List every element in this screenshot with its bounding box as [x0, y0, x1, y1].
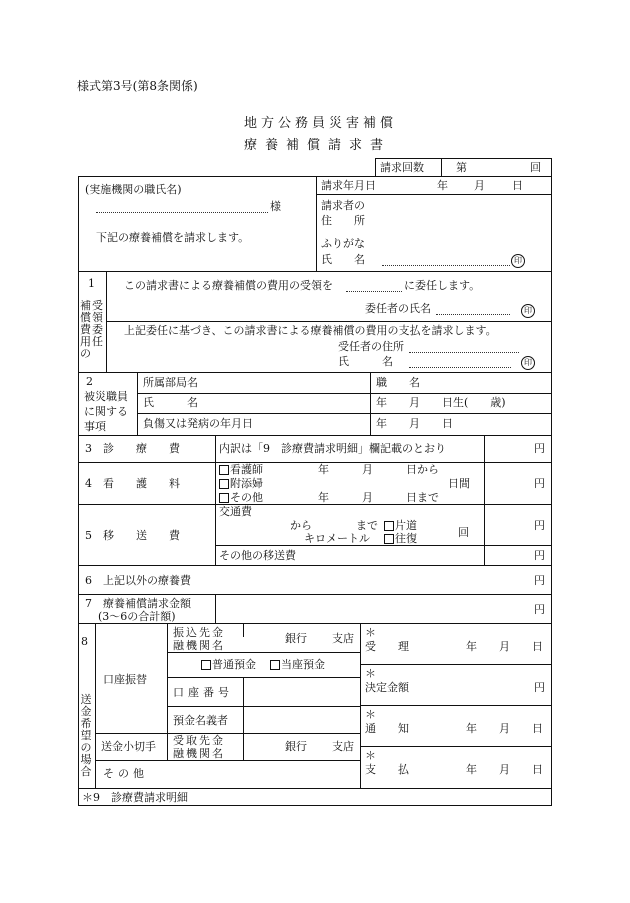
claimant-name-line[interactable] — [382, 265, 510, 266]
decision-yen: 円 — [534, 681, 545, 694]
sec2-label-2: に関する — [84, 405, 128, 418]
delegator-name-label: 委任者の氏名 — [365, 302, 431, 315]
sec2-label-3: 事項 — [84, 420, 106, 433]
claim-date-year: 年 — [437, 179, 448, 192]
payment-date: 年 月 日 — [466, 763, 543, 776]
other-nursing-checkbox[interactable] — [219, 493, 229, 503]
recv-branch-label: 支店 — [332, 740, 354, 753]
claim-count-label: 請求回数 — [380, 161, 424, 174]
sec6-label: 6 上記以外の療養費 — [85, 574, 191, 587]
remittance-check-label: 送金小切手 — [101, 740, 156, 753]
sec3-content: 内訳は「9 診療費請求明細」欄記載のとおり — [219, 442, 446, 455]
nursing-days: 日間 — [448, 477, 470, 490]
bank-dest-label-1: 振込先金 — [173, 626, 225, 639]
claim-date-month: 月 — [474, 179, 485, 192]
sec3-yen: 円 — [534, 442, 545, 455]
receipt-date: 年 月 日 — [466, 640, 543, 653]
payment-star: ＊ — [365, 749, 376, 762]
claim-date-label: 請求年月日 — [321, 179, 376, 192]
form-title-line2: 療養補償請求書 — [244, 138, 392, 153]
recv-dest-label-1: 受取先金 — [173, 734, 225, 747]
agency-label: (実施機関の職氏名) — [85, 183, 182, 196]
birth-date-label: 年 月 日生( 歳) — [376, 396, 506, 409]
receipt-label: 受 理 — [365, 640, 409, 653]
dept-label: 所属部局名 — [143, 376, 198, 389]
sec4-yen: 円 — [534, 477, 545, 490]
sec3-label: 3 診 療 費 — [85, 442, 180, 455]
recv-dest-label-2: 融機関名 — [173, 747, 225, 760]
sec7-yen: 円 — [534, 603, 545, 616]
sec5-yen-transport: 円 — [534, 519, 545, 532]
account-holder-label: 預金名義者 — [173, 714, 228, 727]
current-deposit-label: 当座預金 — [281, 658, 325, 671]
account-transfer-label: 口座振替 — [103, 673, 147, 686]
delegator-seal-icon: 印 — [521, 304, 535, 318]
account-number-label: 口座番号 — [173, 686, 233, 699]
form-title-line1: 地方公務員災害補償 — [244, 116, 398, 131]
claim-count-kai: 回 — [530, 161, 541, 174]
bank-label: 銀行 — [285, 632, 307, 645]
sec2-number: 2 — [86, 375, 93, 388]
decision-amount-label: 決定金額 — [365, 681, 409, 694]
decision-star: ＊ — [365, 667, 376, 680]
nurse-checkbox[interactable] — [219, 465, 229, 475]
receiver-address-line[interactable] — [409, 352, 519, 353]
sama-label: 様 — [270, 200, 281, 213]
sec2-label-1: 被災職員 — [84, 390, 128, 403]
round-trip-checkbox[interactable] — [384, 534, 394, 544]
notice-label: 通 知 — [365, 722, 409, 735]
nurse-label: 看護師 — [230, 463, 263, 476]
sec1-line2: 上記委任に基づき、この請求書による療養補償の費用の支払を請求します。 — [124, 324, 497, 337]
ordinary-deposit-label: 普通預金 — [212, 658, 256, 671]
ordinary-deposit-checkbox[interactable] — [201, 660, 211, 670]
sec9-label: ＊9 診療費請求明細 — [82, 791, 188, 804]
sec4-label: 4 看 護 料 — [85, 477, 180, 490]
sec1-vertical-label-b: 受 領 委 任 — [92, 299, 103, 348]
notice-star: ＊ — [365, 708, 376, 721]
sec1-number: 1 — [88, 277, 95, 290]
sec5-label: 5 移 送 費 — [85, 529, 180, 542]
one-way-checkbox[interactable] — [384, 521, 394, 531]
receiver-name-line[interactable] — [409, 367, 511, 368]
claimant-seal-icon: 印 — [511, 254, 525, 268]
receipt-star: ＊ — [365, 626, 376, 639]
transport-from-to: から まで — [290, 519, 378, 532]
sec7-label-2: (3～6の合計額) — [98, 610, 176, 623]
transport-km: キロメートル — [304, 532, 370, 545]
sec6-yen: 円 — [534, 574, 545, 587]
request-text: 下記の療養補償を請求します。 — [96, 231, 250, 244]
payment-label: 支 払 — [365, 763, 409, 776]
injury-date-label: 負傷又は発病の年月日 — [143, 417, 253, 430]
post-label: 職 名 — [376, 376, 420, 389]
agency-name-line[interactable] — [96, 212, 268, 213]
recv-bank-label: 銀行 — [285, 740, 307, 753]
other-method-label: その他 — [103, 767, 148, 780]
furigana-label: ふりがな — [321, 237, 365, 250]
sec7-label-1: 7 療養補償請求金額 — [85, 597, 191, 610]
current-deposit-checkbox[interactable] — [270, 660, 280, 670]
claim-date-day: 日 — [512, 179, 523, 192]
claimant-address-label-1: 請求者の — [321, 199, 365, 212]
form-number: 様式第3号(第8条関係) — [77, 79, 198, 93]
employee-name-label: 氏 名 — [143, 396, 198, 409]
nursing-from-date: 年 月 日から — [318, 463, 439, 476]
branch-label: 支店 — [332, 632, 354, 645]
receiver-seal-icon: 印 — [521, 356, 535, 370]
sec8-number: 8 — [81, 635, 88, 648]
round-trip-label: 往復 — [395, 532, 417, 545]
one-way-label: 片道 — [395, 519, 417, 532]
receiver-name-label: 氏 名 — [338, 355, 393, 368]
injury-date-value: 年 月 日 — [376, 417, 453, 430]
claimant-address-label-2: 住 所 — [321, 214, 365, 227]
transport-label: 交通費 — [219, 505, 252, 518]
other-transport-label: その他の移送費 — [219, 549, 296, 562]
delegate-name-line[interactable] — [346, 291, 402, 292]
notice-date: 年 月 日 — [466, 722, 543, 735]
nursing-to-date: 年 月 日まで — [318, 491, 439, 504]
bank-dest-label-2: 融機関名 — [173, 639, 225, 652]
sec1-vertical-label-a: 補 償 費 用 の — [80, 299, 91, 360]
other-nursing-label: その他 — [230, 491, 263, 504]
sec1-line1: この請求書による療養補償の費用の受領を — [124, 279, 333, 292]
attendant-checkbox[interactable] — [219, 479, 229, 489]
attendant-label: 附添婦 — [230, 477, 263, 490]
sec1-line1-end: に委任します。 — [404, 279, 481, 292]
transport-times: 回 — [458, 526, 469, 539]
sec8-vertical-label: 送 金 希 望 の 場 合 — [80, 693, 92, 778]
delegator-name-line[interactable] — [436, 314, 510, 315]
claim-count-dai: 第 — [456, 161, 467, 174]
claimant-name-label: 氏 名 — [321, 253, 365, 266]
receiver-address-label: 受任者の住所 — [338, 340, 404, 353]
sec5-yen-other: 円 — [534, 549, 545, 562]
